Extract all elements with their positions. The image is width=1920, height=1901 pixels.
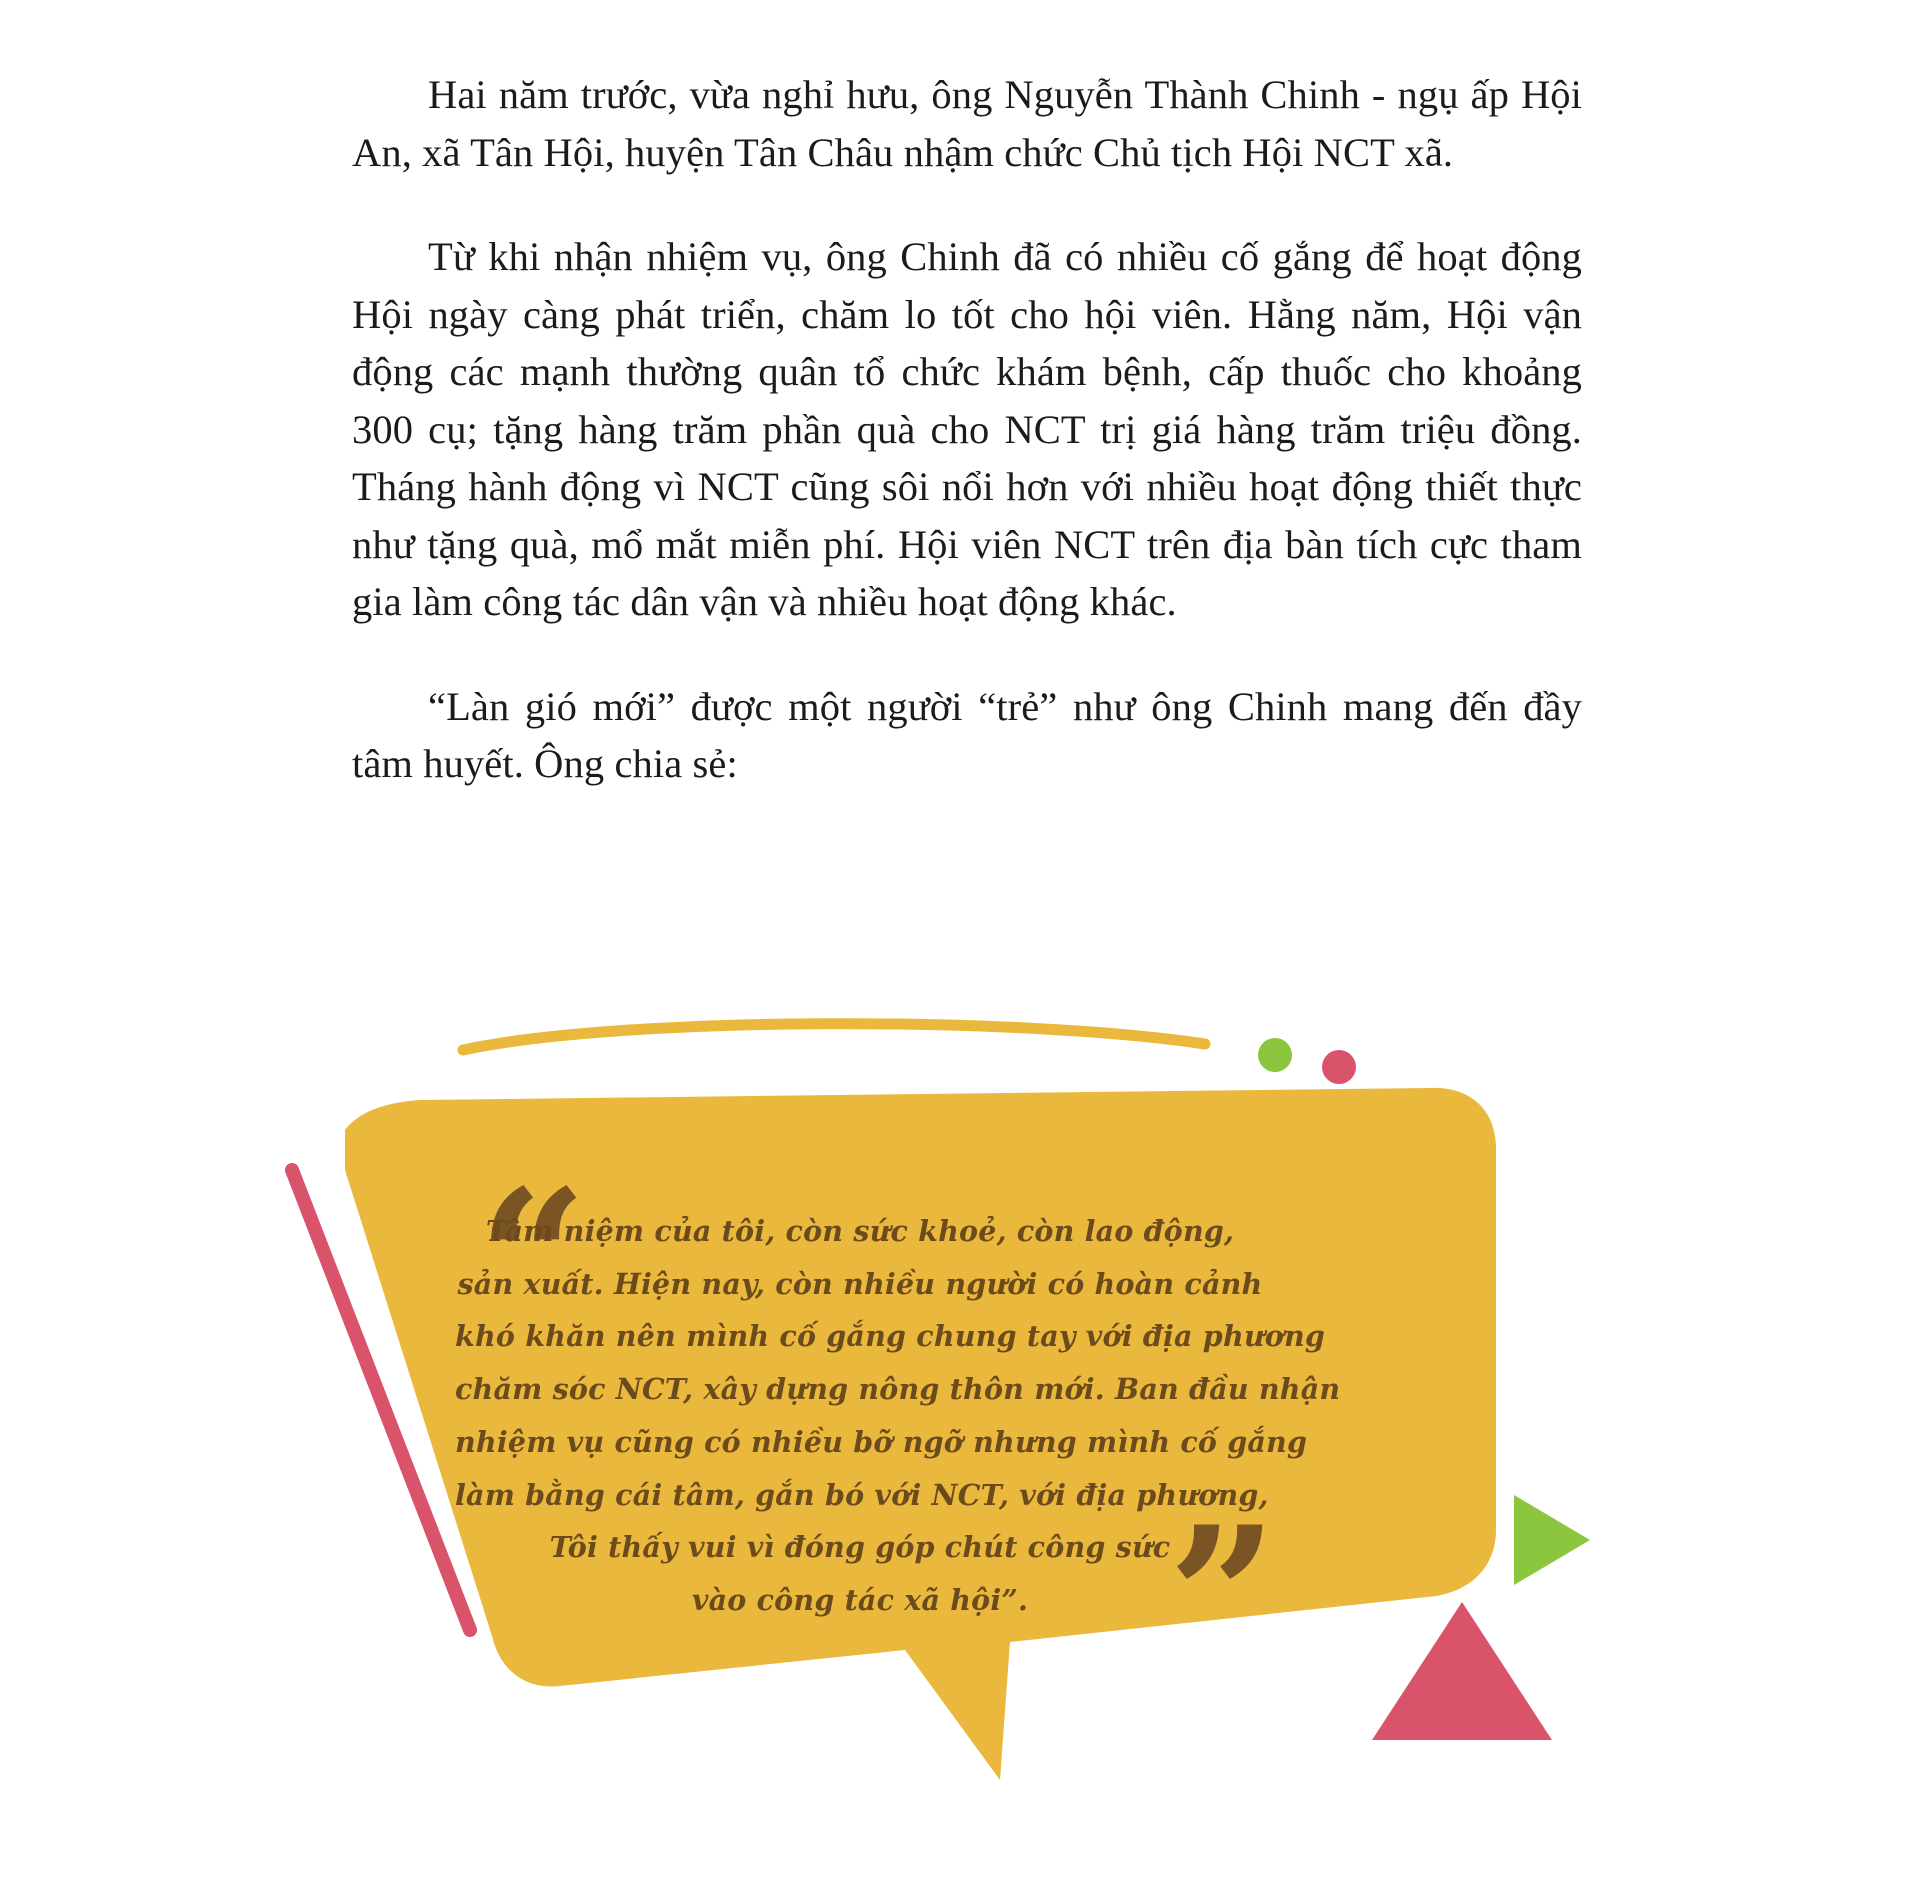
quote-line: Tôi thấy vui vì đóng góp chút công sức: [549, 1530, 1171, 1565]
pullquote-text: [455, 1205, 1341, 1627]
dot-pink-icon: [1322, 1050, 1356, 1084]
paragraph-2: Từ khi nhận nhiệm vụ, ông Chinh đã có nhiều cố gắng để hoạt động Hội ngày càng phát triển, chăm lo tốt cho hội viên. Hằng năm, Hội vận động các mạnh thường quân tổ chức khám bệnh, cấp thuốc cho khoảng 300 cụ; tặng hàng trăm phần quà cho NCT trị giá hàng trăm triệu đồng. Tháng hành động vì NCT cũng sôi nổi hơn với nhiều hoạt động thiết thực như tặng quà, mổ mắt miễn phí. Hội viên NCT trên địa bàn tích cực tham gia làm công tác dân vận và nhiều hoạt động khác.: [352, 234, 1582, 624]
accent-curve-line: [463, 1024, 1205, 1050]
quote-line: làm bằng cái tâm, gắn bó với NCT, với địa phương,: [455, 1477, 1269, 1512]
quote-line: chăm sóc NCT, xây dựng nông thôn mới. Ban đầu nhận: [455, 1372, 1341, 1407]
quote-line: vào công tác xã hội”.: [691, 1583, 1029, 1618]
quote-close-mark-icon: ”: [1168, 1485, 1278, 1708]
triangle-green-icon: [1514, 1495, 1590, 1585]
paragraph-1: Hai năm trước, vừa nghỉ hưu, ông Nguyễn Thành Chinh - ngụ ấp Hội An, xã Tân Hội, huyện Tân Châu nhậm chức Chủ tịch Hội NCT xã.: [352, 72, 1582, 175]
triangle-pink-icon: [1372, 1602, 1552, 1740]
paragraph-3: “Làn gió mới” được một người “trẻ” như ông Chinh mang đến đầy tâm huyết. Ông chia sẻ:: [352, 683, 1582, 786]
quote-line: khó khăn nên mình cố gắng chung tay với địa phương: [455, 1319, 1326, 1354]
pullquote-graphic: [0, 1010, 1920, 1901]
quote-line: nhiệm vụ cũng có nhiều bỡ ngỡ nhưng mình cố gắng: [455, 1424, 1308, 1459]
quote-open-mark-icon: “: [478, 1148, 588, 1371]
dot-green-icon: [1258, 1038, 1292, 1072]
quote-line: sản xuất. Hiện nay, còn nhiều người có hoàn cảnh: [457, 1266, 1263, 1301]
quote-line: Tâm niệm của tôi, còn sức khoẻ, còn lao động,: [485, 1214, 1235, 1248]
article-body: [352, 66, 1582, 793]
